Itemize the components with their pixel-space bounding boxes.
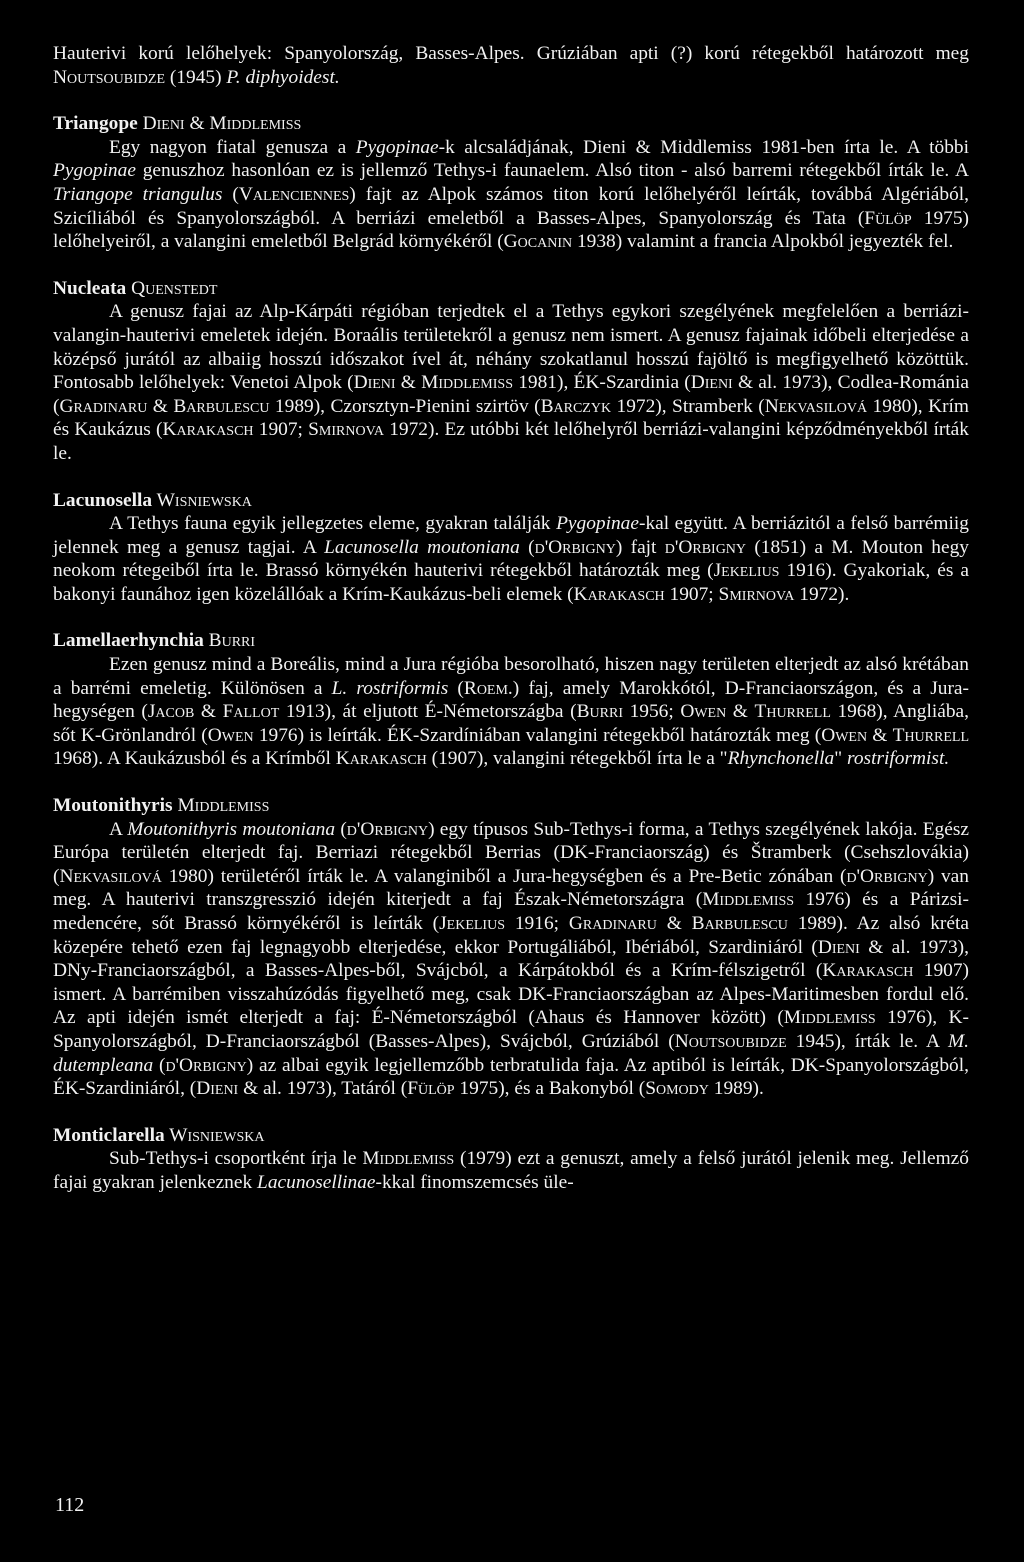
text-run: & [867,724,893,746]
text-run: Egy nagyon fiatal genusza a [109,136,356,158]
text-run: A Tethys fauna egyik jellegzetes eleme, gyakran találják [109,513,557,535]
section-nucleata [53,277,969,466]
text-run: & [726,701,755,723]
text-run: Lacunosella [53,489,153,511]
text-run: (1945) [165,66,227,88]
text-run: 1907) ismert. A barrémiben visszahúzódás figyelhető meg, csak DK-Franciaországban az Alpes-Maritimesben fordul elő. Az apti idején ismét elterjedt a faj: É-Németországból (Ahaus és Hannover között) ( [53,960,969,1029]
text-run: Fülöp [864,207,912,229]
section-body [53,1147,969,1194]
text-run: Jekelius [439,913,505,934]
text-run: Barczyk [540,395,612,417]
text-run: Burri [203,630,256,652]
text-run: Lacunosellinae [257,1171,376,1193]
text-run: 1976), K-Spanyolországból, D-Franciaországból (Basses-Alpes), Svájcból, Grúziából ( [53,1007,969,1052]
text-run: Dieni [196,1078,239,1100]
text-run: Fülöp [407,1078,455,1100]
text-run: & [147,395,174,417]
text-run: Owen [207,724,254,746]
text-run: -kkal finomszemcsés üle- [375,1171,574,1193]
text-run: 1916). Gyakoriak, és a bakonyi faunához igen közelállóak a Krím-Kaukázus-beli elemek ( [53,560,969,605]
text-run: d'Orbigny [346,818,429,840]
text-run: Karakasch [822,960,914,982]
text-run: d'Orbigny [664,536,747,558]
text-run: Somody [645,1078,709,1100]
section-body [53,653,969,771]
text-run: Roem. [463,677,513,699]
text-run: 1975) lelőhelyeiről, a valangini emeletből Belgrád környékéről ( [53,207,969,253]
text-run: Owen [680,701,727,723]
text-run: Pygopinae [53,160,136,182]
text-run: -kal együtt. A berriázitól a felső barrémiig jelennek meg a genusz tagjai. A [53,513,969,558]
text-run: Nucleata [53,277,127,299]
text-run: Triangope triangulus [53,183,223,205]
text-run: ) fajt [615,536,665,558]
section-heading [53,277,969,301]
text-run: Middlemiss [702,889,795,911]
text-run: Owen [821,724,868,746]
text-run: ) faj, amely Marokkótól, D-Franciaországon, és a Jura-hegységen ( [53,677,969,723]
text-run: 1916; [504,913,569,934]
text-run: Karakasch [162,419,254,441]
text-run: 1981), ÉK-Szardinia ( [513,372,691,394]
text-run: ( [222,183,239,205]
text-run: Dieni [817,936,860,958]
text-run: Dieni [137,113,185,135]
text-run: -k alcsaládjának, Dieni & Middlemiss 1981-ben írta le. A többi [438,136,969,158]
text-run: 1980) területéről írták le. A valanginiből a Jura-hegységben és a Pre-Betic zónában ( [161,865,847,887]
text-run: Lacunosella moutoniana [324,536,520,558]
text-run: 1972). [794,583,850,605]
text-run: 1956; [622,701,681,723]
text-run: 1972). Ez utóbbi két lelőhelyről berriázi-valangini képződményekből írták le. [53,419,969,464]
text-run: ( [153,1054,166,1076]
text-run: & [656,913,692,934]
text-run: Rhynchonella [727,748,835,770]
section-heading [53,794,969,818]
text-run: " [834,748,847,770]
text-run: Smirnova [718,583,795,605]
text-run: A [109,818,128,840]
text-run: 1989). Az alsó kréta közepére tehető ezen faj legnagyobb elterjedése, ekkor Portugáliából, Ibériából, Szardiniáról ( [53,913,969,958]
section-monticlarella [53,1124,969,1195]
text-run: Middlemiss [172,795,270,817]
text-run: ) fajt az Alpok számos titon korú lelőhelyéről leírták, továbbá Algériából, Szicíliából és Spanyolországból. A berriázi emeletből a Basses-Alpes, Spanyolország és Tata ( [53,183,969,229]
text-run: Valenciennes [238,183,350,205]
text-run: (1851) a M. Mouton hegy neokom rétegeiből írta le. Brassó környékén hauterivi rétegekből határozták meg ( [53,536,969,582]
text-run: Middlemiss [362,1148,455,1170]
intro-paragraph [53,42,969,89]
text-run: & al. 1973), Codlea-Románia ( [53,372,969,417]
text-run: genuszhoz hasonlóan ez is jellemző Tethys-i faunaelem. Alsó titon - alsó barremi rétegekből írták le. A [135,160,969,182]
text-run: Pygopinae [556,513,639,535]
text-run: Noutsoubidze [674,1030,787,1052]
text-run: Middlemiss [783,1007,876,1029]
text-run: Thurrell [892,724,969,746]
text-run: (1979) ezt a genuszt, amely a felső jurától jelenik meg. Jellemző fajai gyakran jelenkeznek [53,1148,969,1193]
text-run: Jekelius [713,560,780,582]
text-run: (1907), valangini rétegekből írta le a " [426,748,728,770]
text-run: Gocanin [503,231,573,253]
text-run: Nekvasilová [59,865,162,887]
text-run: ( [448,677,464,699]
text-run: Karakasch [573,583,665,605]
text-run: rostriformist. [847,748,950,770]
text-run: Gradinaru [59,395,148,417]
text-run: Ezen genusz mind a Boreális, mind a Jura régióba besorolható, hiszen nagy területen elterjedt az alsó krétában a barrémi emeletig. Különösen a [53,654,969,699]
text-run: & [194,701,223,723]
section-triangope [53,112,969,254]
text-run: Jacob [147,701,195,723]
text-run: d'Orbigny [534,536,616,558]
text-run: 1945), írták le. A [786,1030,948,1052]
text-run: Nekvasilová [764,395,868,417]
text-run: Fallot [222,701,280,723]
text-run: Burri [576,701,623,723]
text-run: Barbulescu [173,395,270,417]
text-run: ) az albai egyik legjellemzőbb terbratulida faja. Az aptiból is leírták, DK-Spanyolországból, ÉK-Szardiniáról, ( [53,1054,969,1100]
section-heading [53,629,969,653]
text-run: 1975), és a Bakonyból ( [454,1078,646,1100]
section-heading [53,1124,969,1148]
text-run: Smirnova [308,419,384,441]
text-run: Triangope [53,113,138,135]
section-lacunosella [53,489,969,607]
section-heading [53,112,969,136]
text-run: & [184,113,210,135]
text-run: 1907; [253,419,309,441]
text-run: 1989). [708,1078,764,1100]
text-run: ( [335,818,347,840]
text-run: ) egy típusos Sub-Tethys-i forma, a Tethys szegélyének lakója. Egész Európa területén elterjedt faj. Berriazi rétegekből Berrias (DK-Franciaország) és Štramberk (Csehszlovákia) ( [53,818,970,887]
text-run: 1972), Stramberk ( [611,395,765,417]
section-moutonithyris [53,794,969,1101]
document-page [53,42,969,1195]
text-run: Barbulescu [691,913,788,934]
text-run: A genusz fajai az Alp-Kárpáti régióban terjedtek el a Tethys egykori szegélyének megfelelően a berriázi-valangin-hauterivi emeletek idején. Boraális területekről a genusz nem ismert. A genusz fajainak időbeli elterjedése a középső jurától az albaiig hosszú időszakot ível át, néhány szokatlanul hosszú fajöltő is megfigyelhető közöttük. Fontosabb lelőhelyek: Venetoi Alpok ( [53,301,969,394]
text-run: P. diphyoidest. [226,66,340,88]
section-body [53,818,969,1101]
text-run: d'Orbigny [846,865,928,887]
text-run: Quenstedt [126,277,218,299]
text-run: 1907; [664,583,719,605]
text-run: 1913), át eljutott É-Németországba ( [279,701,577,723]
text-run: d'Orbigny [165,1054,247,1076]
text-run: Wisniewska [164,1124,265,1146]
text-run: Middlemiss [209,113,302,135]
section-body [53,300,969,465]
text-run: Hauterivi korú lelőhelyek: Spanyolország, Basses-Alpes. Grúziában apti (?) korú rétegekből határozott meg [53,43,969,64]
text-run: 1968), Angliába, sőt K-Grönlandról ( [53,701,970,746]
text-run: Gradinaru [568,913,657,934]
text-run: ) van meg. A hauterivi transzgresszió idején kiterjedt a faj Észak-Németországra ( [53,865,969,911]
text-run: Lamellaerhynchia [53,630,204,652]
text-run: 1976) és a Párizsi-medencére, sőt Brassó környékéről is leírták ( [53,889,969,934]
text-run: & al. 1973), DNy-Franciaországból, a Basses-Alpes-ből, Svájcból, a Kárpátokból és a Krím-félszigetről ( [53,936,969,982]
text-run: Dieni [690,372,733,394]
text-run: 1968). A Kaukázusból és a Krímből [53,748,336,770]
text-run: Moutonithyris moutoniana [127,818,336,840]
text-run: & al. 1973), Tatáról ( [238,1078,408,1100]
text-run: Noutsoubidze [53,66,165,88]
text-run: 1989), Czorsztyn-Pienini szirtöv ( [269,395,541,417]
text-run: & [395,372,422,394]
page-number: 112 [55,1494,85,1516]
section-lamellaerhynchia [53,629,969,771]
text-run: Wisniewska [152,489,252,511]
text-run: ( [519,536,535,558]
text-run: L. rostriformis [331,677,449,699]
text-run: 1976) is leírták. ÉK-Szardíniában valangini rétegekből határozták meg ( [253,724,822,746]
text-run: Pygopinae [355,136,439,158]
text-run: Sub-Tethys-i csoportként írja le [109,1148,363,1170]
text-run: 1980), Krím és Kaukázus ( [53,395,970,441]
text-run: Moutonithyris [53,795,173,817]
text-run: Karakasch [335,748,427,770]
section-body [53,512,969,606]
section-body [53,136,969,254]
text-run: Thurrell [754,701,831,723]
text-run: M. dutempleana [53,1030,969,1076]
text-run: 1938) valamint a francia Alpokból jegyezték fel. [572,231,954,253]
text-run: Middlemiss [421,372,513,394]
text-run: Dieni [353,372,396,394]
section-heading [53,489,969,513]
text-run: Monticlarella [53,1124,165,1146]
